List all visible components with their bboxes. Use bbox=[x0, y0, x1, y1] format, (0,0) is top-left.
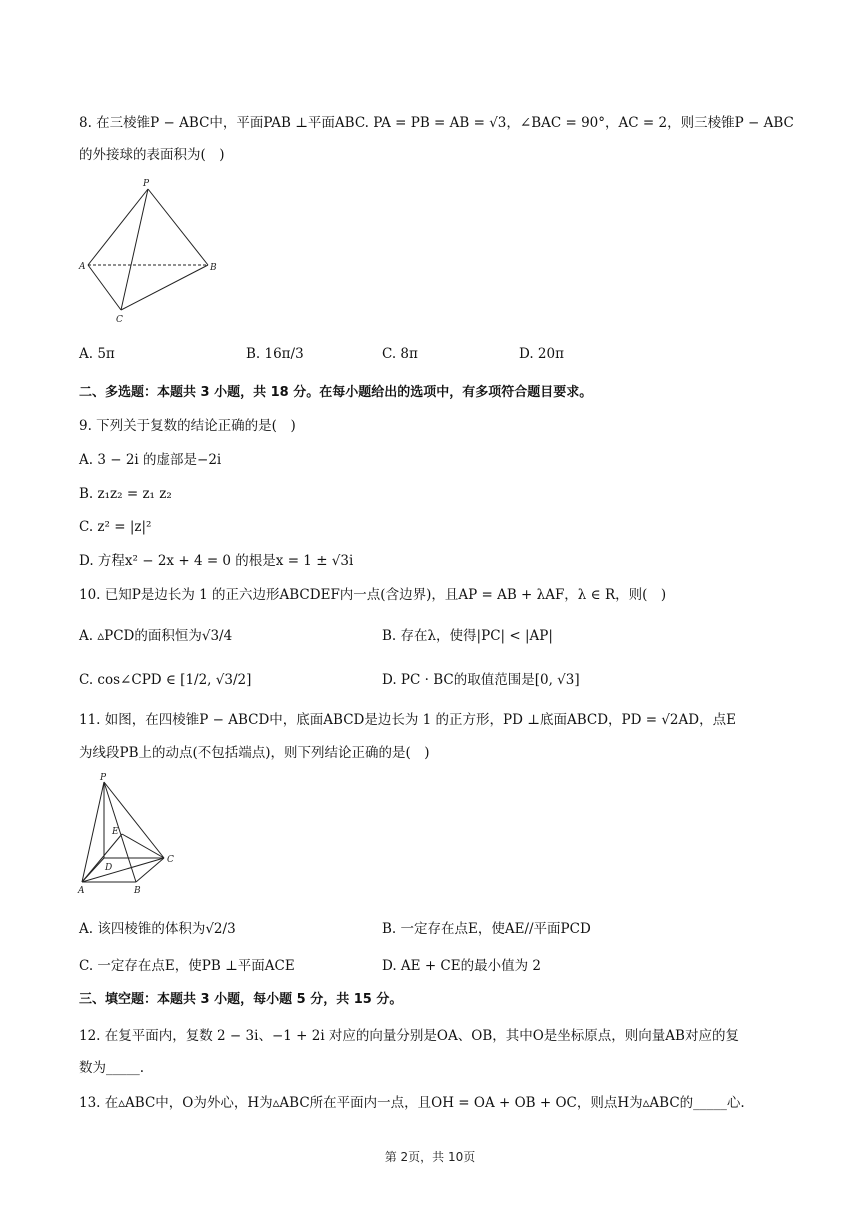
q10-option-d: D. PC · BC的取值范围是[0, √3] bbox=[382, 672, 580, 688]
q11-option-b: B. 一定存在点E，使AE//平面PCD bbox=[382, 921, 591, 937]
q8-stem-line1: 8. 在三棱锥P − ABC中，平面PAB ⊥平面ABC. PA = PB = AB = √3，∠BAC = 90°，AC = 2，则三棱锥P − ABC bbox=[79, 115, 794, 131]
q8-tetrahedron-figure bbox=[78, 176, 223, 326]
q11-label-p: P bbox=[100, 773, 107, 783]
q10-option-c: C. cos∠CPD ∈ [1/2, √3/2] bbox=[79, 672, 252, 688]
q11-label-a: A bbox=[78, 886, 85, 896]
q11-option-d: D. AE + CE的最小值为 2 bbox=[382, 958, 541, 974]
q8-label-p: P bbox=[143, 179, 150, 189]
q11-label-b: B bbox=[134, 886, 141, 896]
q9-option-c: C. z² = |z|² bbox=[79, 519, 152, 535]
q11-option-a: A. 该四棱锥的体积为√2/3 bbox=[79, 921, 236, 937]
page-footer: 第 2页，共 10页 bbox=[384, 1150, 476, 1164]
q8-option-b: B. 16π/3 bbox=[246, 346, 304, 362]
q11-label-c: C bbox=[167, 855, 174, 865]
q10-option-b: B. 存在λ，使得|PC| < |AP| bbox=[382, 628, 553, 644]
q13-stem: 13. 在▵ABC中，O为外心，H为▵ABC所在平面内一点，且OH = OA + OB + OC，则点H为▵ABC的_____心. bbox=[79, 1095, 745, 1111]
q11-label-d: D bbox=[105, 863, 113, 873]
q11-stem-line2: 为线段PB上的动点(不包括端点)，则下列结论正确的是( ) bbox=[79, 745, 430, 761]
q9-option-d: D. 方程x² − 2x + 4 = 0 的根是x = 1 ± √3i bbox=[79, 553, 354, 569]
q10-option-a: A. ▵PCD的面积恒为√3/4 bbox=[79, 628, 233, 644]
q9-option-b: B. z₁z₂ = z₁ z₂ bbox=[79, 486, 172, 502]
q8-label-c: C bbox=[116, 315, 123, 325]
section-heading-multiple-choice: 二、多选题：本题共 3 小题，共 18 分。在每小题给出的选项中，有多项符合题目要求。 bbox=[79, 385, 593, 400]
q8-option-d: D. 20π bbox=[519, 346, 564, 362]
q9-option-a: A. 3 − 2i 的虚部是−2i bbox=[79, 452, 222, 468]
q8-option-a: A. 5π bbox=[79, 346, 115, 362]
q11-option-c: C. 一定存在点E，使PB ⊥平面ACE bbox=[79, 958, 295, 974]
q11-stem-line1: 11. 如图，在四棱锥P − ABCD中，底面ABCD是边长为 1 的正方形，PD ⊥底面ABCD，PD = √2AD，点E bbox=[79, 712, 736, 728]
q12-stem-line1: 12. 在复平面内，复数 2 − 3i、−1 + 2i 对应的向量分别是OA、OB，其中O是坐标原点，则向量AB对应的复 bbox=[79, 1028, 739, 1044]
q8-label-a: A bbox=[79, 262, 86, 272]
q8-option-c: C. 8π bbox=[382, 346, 418, 362]
q12-stem-line2: 数为_____. bbox=[79, 1060, 145, 1076]
q8-stem-line2: 的外接球的表面积为( ) bbox=[79, 147, 225, 163]
q11-pyramid-figure bbox=[76, 772, 186, 900]
q11-label-e: E bbox=[112, 827, 119, 837]
q10-stem: 10. 已知P是边长为 1 的正六边形ABCDEF内一点(含边界)，且AP = AB + λAF，λ ∈ R，则( ) bbox=[79, 587, 667, 603]
q9-stem: 9. 下列关于复数的结论正确的是( ) bbox=[79, 418, 296, 434]
section-heading-fill-in: 三、填空题：本题共 3 小题，每小题 5 分，共 15 分。 bbox=[79, 992, 403, 1007]
q8-label-b: B bbox=[210, 263, 217, 273]
